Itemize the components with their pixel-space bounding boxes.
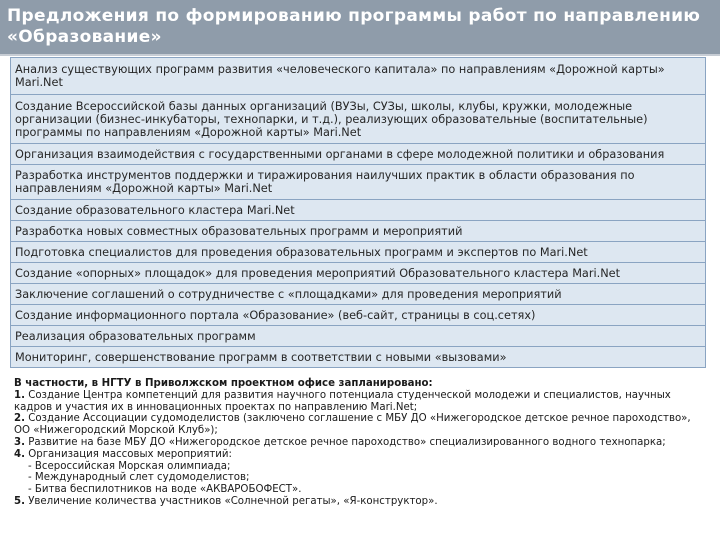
table-row: Организация взаимодействия с государственными органами в сфере молодежной политики и образования — [10, 144, 706, 165]
slide-header — [0, 0, 720, 54]
note-subitem: - Всероссийская Морская олимпиада; — [28, 460, 231, 472]
table-row: Создание образовательного кластера Mari.Net — [10, 200, 706, 221]
note-item: 5. Увеличение количества участников «Солнечной регаты», «Я-конструктор». — [14, 495, 438, 507]
table-row: Создание информационного портала «Образование» (веб-сайт, страницы в соц.сетях) — [10, 305, 706, 326]
table-row: Создание Всероссийской базы данных организаций (ВУЗы, СУЗы, школы, клубы, кружки, молодежные организации (бизнес-инкубаторы, технопарки, и т.д.), реализующих образовательные (воспитательные) программы по направлениям «Дорожной карты» Mari.Net — [10, 95, 706, 144]
proposals-table — [10, 57, 706, 368]
table-row: Разработка инструментов поддержки и тиражирования наилучших практик в области образования по направлениям «Дорожной карты» Mari.Net — [10, 165, 706, 200]
note-item: 4. Организация массовых мероприятий: — [14, 448, 232, 460]
table-row: Подготовка специалистов для проведения образовательных программ и экспертов по Mari.Net — [10, 242, 706, 263]
table-row: Анализ существующих программ развития «человеческого капитала» по направлениям «Дорожной карты» Mari.Net — [10, 57, 706, 95]
note-subitem: - Битва беспилотников на воде «АКВАРОБОФЕСТ». — [28, 484, 302, 496]
table-row: Разработка новых совместных образовательных программ и мероприятий — [10, 221, 706, 242]
note-subitem: - Международный слет судомоделистов; — [28, 472, 250, 484]
notes-heading: В частности, в НГТУ в Приволжском проектном офисе запланировано: — [14, 378, 433, 389]
table-row: Реализация образовательных программ — [10, 326, 706, 347]
note-item: 3. Развитие на базе МБУ ДО «Нижегородское детское речное пароходство» специализированного водного технопарка; — [14, 436, 666, 448]
table-row: Мониторинг, совершенствование программ в соответствии с новыми «вызовами» — [10, 347, 706, 368]
note-item: 1. Создание Центра компетенций для развития научного потенциала студенческой молодежи и специалистов, научных кадров и участия их в инновационных проектах по направлению Mari.Net; — [14, 389, 671, 413]
table-row: Создание «опорных» площадок» для проведения мероприятий Образовательного кластера Mari.Net — [10, 263, 706, 284]
header-divider — [0, 54, 720, 56]
note-item: 2. Создание Ассоциации судомоделистов (заключено соглашение с МБУ ДО «Нижегородское детское речное пароходство», ОО «Нижегородский Морской Клуб»); — [14, 413, 691, 437]
plan-notes — [14, 378, 704, 508]
table-row: Заключение соглашений о сотрудничестве с «площадками» для проведения мероприятий — [10, 284, 706, 305]
page-title: Предложения по формированию программы работ по направлению «Образование» — [7, 6, 701, 47]
